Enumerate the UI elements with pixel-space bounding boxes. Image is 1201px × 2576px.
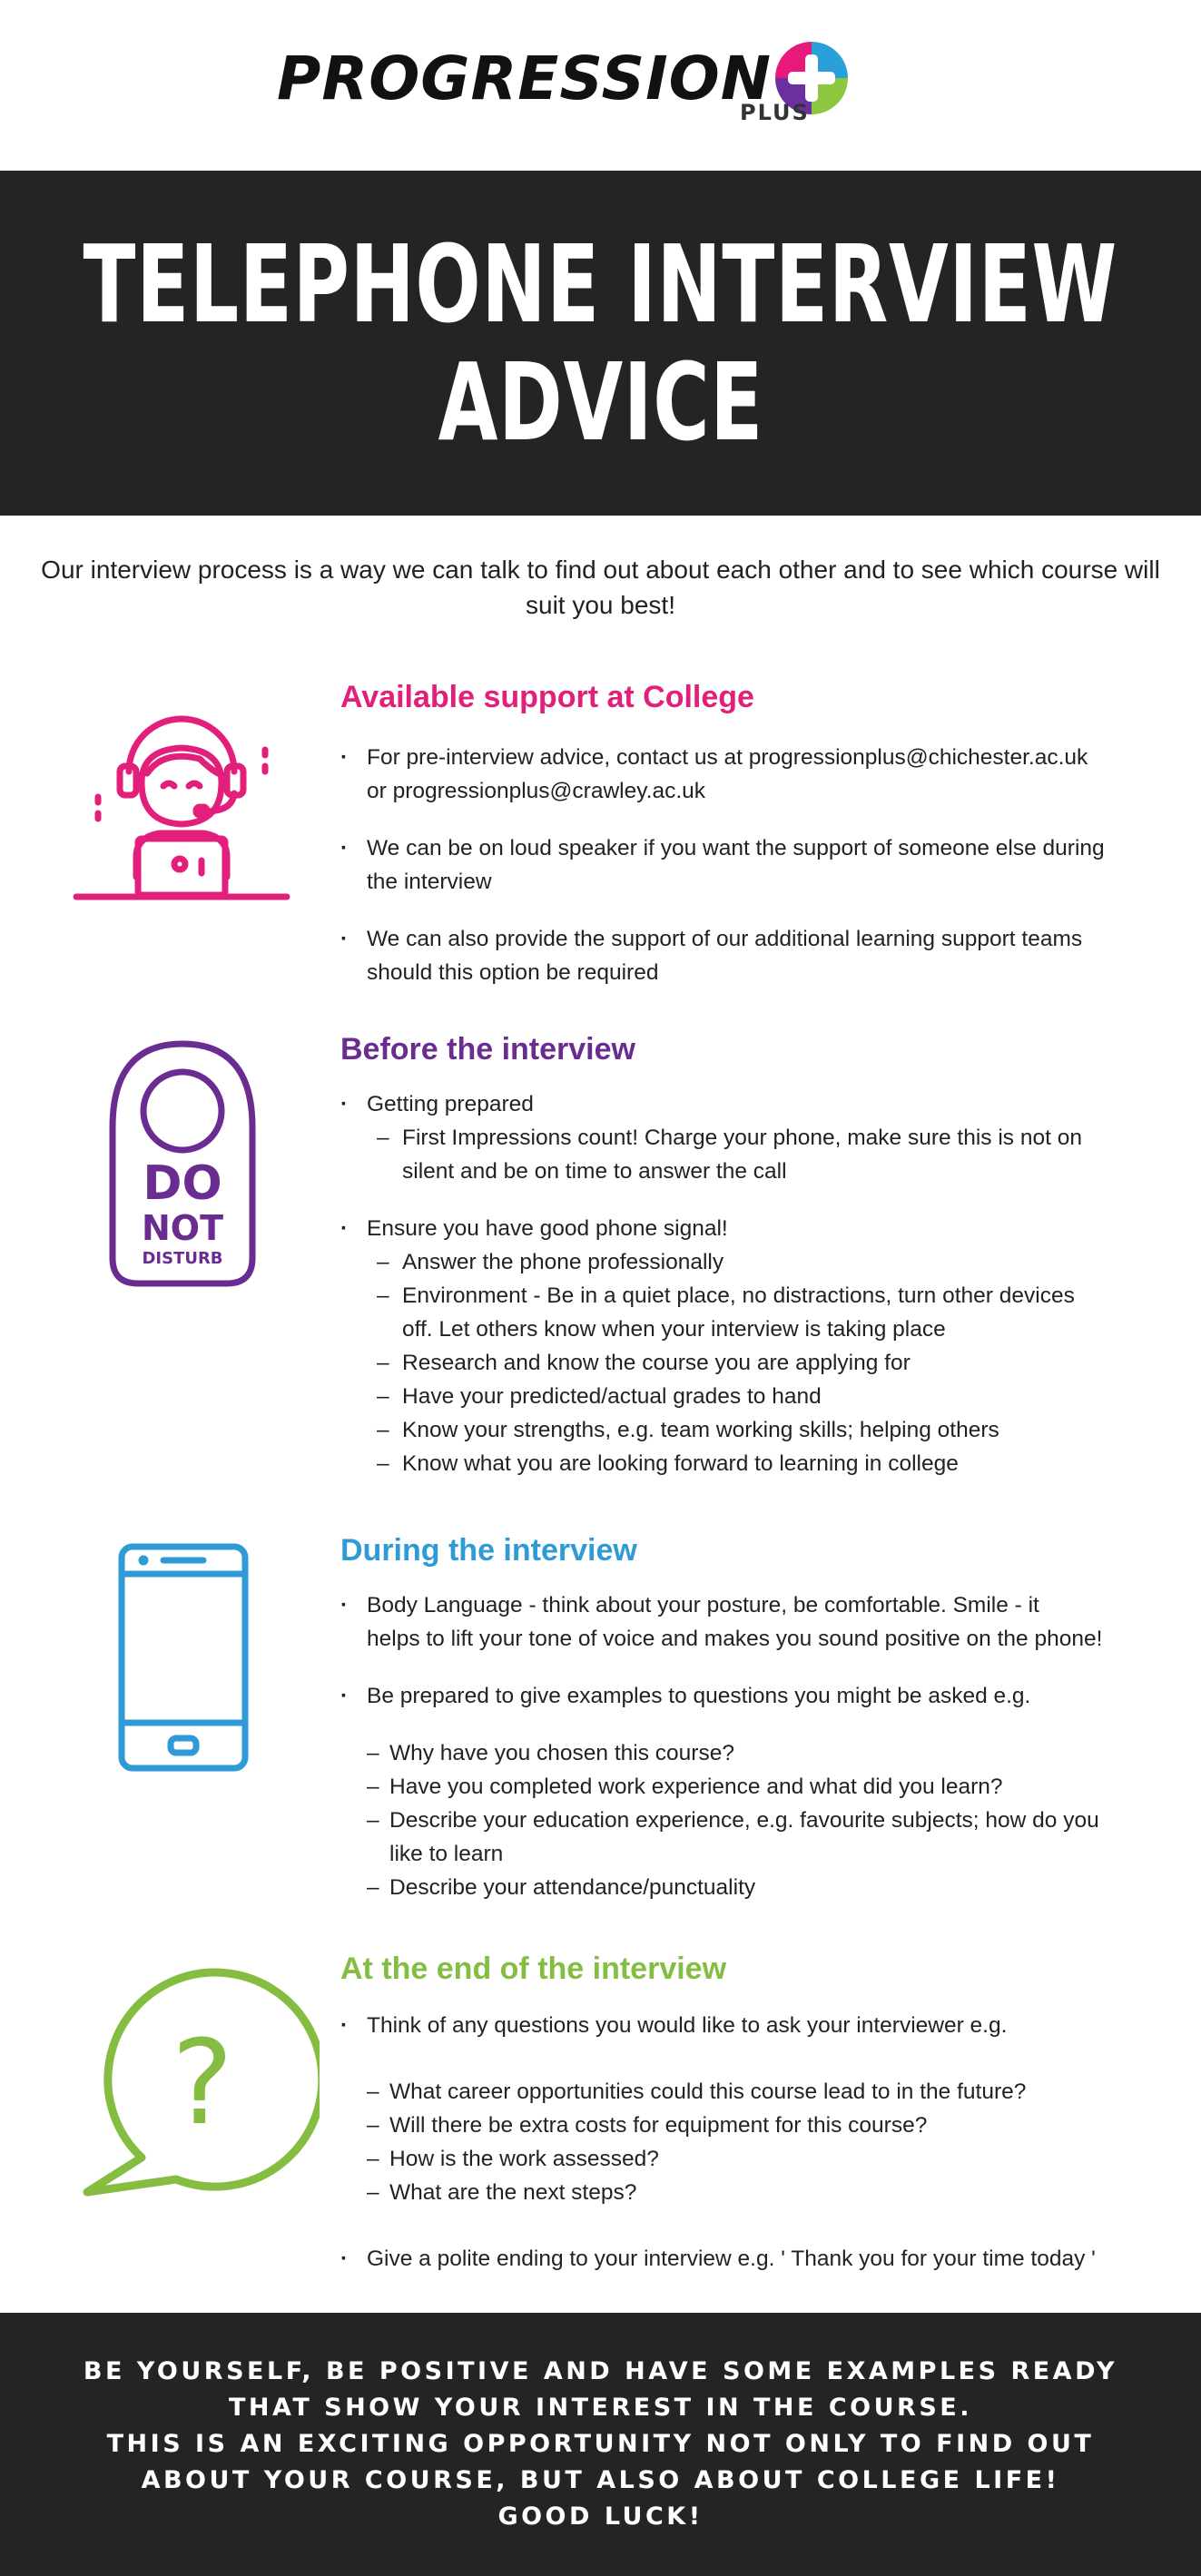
logo-text: PROGRESSION xyxy=(277,44,772,113)
footer-line: ABOUT YOUR COURSE, BUT ALSO ABOUT COLLEGE LIFE! xyxy=(141,2466,1060,2494)
before-list xyxy=(340,1087,1157,1480)
footer-banner xyxy=(0,2313,1201,2576)
list-item-text: – First Impressions count! Charge your phone, make sure this is not on xyxy=(402,1126,1082,1150)
list-item-text: · We can also provide the support of our additional learning support teams xyxy=(367,927,1083,951)
footer-line: GOOD LUCK! xyxy=(497,2502,704,2531)
sub-list-item: – What are the next steps? xyxy=(340,2176,1157,2209)
sub-list-item: – Answer the phone professionally xyxy=(340,1245,1157,1279)
list-item-text: – Describe your education experience, e.g. favourite subjects; how do you xyxy=(389,1808,1099,1833)
list-item-text: like to learn xyxy=(389,1842,504,1866)
dnd-text-disturb: DISTURB xyxy=(142,1249,223,1268)
list-item-text: the interview xyxy=(367,870,492,894)
sub-list-item xyxy=(340,1804,1157,1871)
list-item xyxy=(340,1588,1157,1656)
list-item-text: off. Let others know when your interview is taking place xyxy=(402,1317,946,1342)
list-item-text: helps to lift your tone of voice and makes you sound positive on the phone! xyxy=(367,1627,1103,1651)
support-list xyxy=(340,741,1157,989)
footer-line: THAT SHOW YOUR INTEREST IN THE COURSE. xyxy=(229,2394,972,2422)
title-banner xyxy=(0,171,1201,516)
list-item: · Getting prepared xyxy=(340,1087,1157,1121)
smartphone-icon xyxy=(118,1543,249,1772)
section-heading: At the end of the interview xyxy=(340,1952,727,1986)
svg-text:?: ? xyxy=(172,2016,233,2151)
header xyxy=(0,36,1201,136)
list-item-text: · We can be on loud speaker if you want the support of someone else during xyxy=(367,836,1105,860)
dnd-text-not: NOT xyxy=(141,1208,224,1248)
list-item: · Be prepared to give examples to questions you might be asked e.g. xyxy=(340,1679,1157,1713)
list-item xyxy=(340,831,1157,899)
sub-list-item: – Research and know the course you are applying for xyxy=(340,1346,1157,1380)
sub-list-item: – Describe your attendance/punctuality xyxy=(340,1871,1157,1904)
sub-list-item: – Know what you are looking forward to learning in college xyxy=(340,1447,1157,1480)
list-item-text: should this option be required xyxy=(367,960,659,985)
question-bubble-icon xyxy=(82,1963,320,2199)
end-list xyxy=(340,2009,1157,2276)
support-agent-icon xyxy=(73,695,290,913)
sub-list-item: – How is the work assessed? xyxy=(340,2142,1157,2176)
section-heading: Available support at College xyxy=(340,680,754,714)
page-title-line-1: TELEPHONE INTERVIEW xyxy=(83,221,1118,347)
list-item-text: · Body Language - think about your posture, be comfortable. Smile - it xyxy=(367,1593,1039,1617)
sub-list-item: – Have your predicted/actual grades to hand xyxy=(340,1380,1157,1413)
list-item-text: – Environment - Be in a quiet place, no distractions, turn other devices xyxy=(402,1283,1075,1308)
sub-list-item xyxy=(340,1279,1157,1346)
list-item xyxy=(340,741,1157,808)
list-item-text: · For pre-interview advice, contact us at progressionplus@chichester.ac.uk xyxy=(367,745,1088,770)
dnd-text-do: DO xyxy=(143,1156,222,1211)
list-item-text: silent and be on time to answer the call xyxy=(402,1159,787,1184)
sub-list-item: – Why have you chosen this course? xyxy=(340,1736,1157,1770)
list-item xyxy=(340,922,1157,989)
page-title-line-2: ADVICE xyxy=(438,339,763,465)
logo-subtext: PLUS xyxy=(740,100,810,125)
sub-list-item: – What career opportunities could this course lead to in the future? xyxy=(340,2075,1157,2109)
list-item-text: or progressionplus@crawley.ac.uk xyxy=(367,779,706,803)
sub-list-item xyxy=(340,1121,1157,1188)
sub-list-item: – Will there be extra costs for equipment for this course? xyxy=(340,2109,1157,2142)
section-heading: During the interview xyxy=(340,1533,637,1568)
list-item: · Ensure you have good phone signal! xyxy=(340,1212,1157,1245)
footer-line: BE YOURSELF, BE POSITIVE AND HAVE SOME EXAMPLES READY xyxy=(83,2357,1118,2385)
intro-text: Our interview process is a way we can talk to find out about each other and to see which course will suit you best! xyxy=(41,556,1160,619)
dnd-label xyxy=(109,1156,256,1269)
do-not-disturb-icon xyxy=(109,1040,256,1287)
footer-line: THIS IS AN EXCITING OPPORTUNITY NOT ONLY TO FIND OUT xyxy=(106,2430,1095,2458)
list-item: · Think of any questions you would like to ask your interviewer e.g. xyxy=(340,2009,1157,2042)
during-list xyxy=(340,1588,1157,1904)
section-heading: Before the interview xyxy=(340,1032,635,1067)
list-item: · Give a polite ending to your interview e.g. ' Thank you for your time today ' xyxy=(340,2242,1157,2276)
sub-list-item: – Know your strengths, e.g. team working skills; helping others xyxy=(340,1413,1157,1447)
sub-list-item: – Have you completed work experience and what did you learn? xyxy=(340,1770,1157,1804)
